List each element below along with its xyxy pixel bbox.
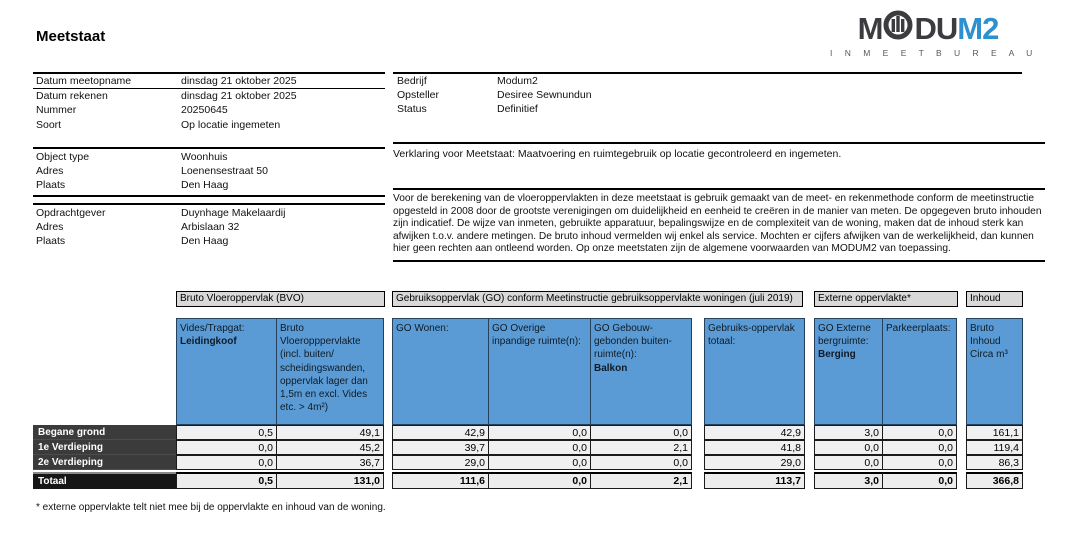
column-header-line: GO Overige inpandige ruimte(n):: [492, 323, 581, 348]
data-row: [704, 455, 805, 470]
meta-row: [33, 164, 385, 178]
data-row: [704, 440, 805, 455]
value-cell-extern-0: 0,0: [814, 455, 883, 470]
total-row-label: Totaal: [33, 472, 176, 489]
column-header-extern-0: [814, 318, 883, 425]
logo-subtitle: I N M E E T B U R E A U: [830, 48, 1038, 58]
column-header-line: GO Gebouw-gebonden buiten-ruimte(n):: [594, 323, 672, 361]
meta-value: Den Haag: [181, 179, 229, 192]
total-cell-extern-1: 0,0: [882, 472, 957, 489]
value-cell-inhoud-0: 86,3: [966, 455, 1023, 470]
table-group-bvo: [176, 318, 384, 489]
meta-value: Op locatie ingemeten: [181, 118, 281, 131]
logo-letters-m2: M2: [957, 11, 999, 46]
meta-row: [393, 88, 1022, 102]
meta-value: Loenensestraat 50: [181, 165, 268, 178]
total-row: [704, 472, 805, 489]
data-row: [704, 425, 805, 440]
meta-row: [33, 178, 385, 192]
meta-row: [33, 220, 385, 234]
value-cell-go-0: 39,7: [392, 440, 489, 455]
meta-value: Duynhage Makelaardij: [181, 207, 286, 220]
meta-value: Modum2: [497, 75, 538, 88]
logo-letters-du: DU: [914, 11, 958, 46]
value-cell-go-totaal-0: 42,9: [704, 425, 805, 440]
data-row: [392, 455, 692, 470]
value-cell-extern-1: 0,0: [882, 455, 957, 470]
meta-value: Den Haag: [181, 235, 229, 248]
data-row: [176, 440, 384, 455]
value-cell-go-0: 29,0: [392, 455, 489, 470]
meta-label: Plaats: [36, 179, 66, 192]
data-row: [176, 455, 384, 470]
meta-label: Datum rekenen: [36, 90, 108, 103]
column-header-go-2: [590, 318, 692, 425]
section-header-go: Gebruiksoppervlak (GO) conform Meetinstructie gebruiksoppervlakte woningen (juli 2019): [392, 291, 803, 307]
section-header-extern: Externe oppervlakte*: [814, 291, 958, 307]
meta-label: Nummer: [36, 104, 77, 117]
value-cell-go-0: 42,9: [392, 425, 489, 440]
logo-letter-m: M: [857, 11, 883, 46]
value-cell-extern-0: 3,0: [814, 425, 883, 440]
value-cell-bvo-0: 0,0: [176, 455, 277, 470]
meta-value: Desiree Sewnundun: [497, 89, 592, 102]
data-row: [814, 455, 957, 470]
meta-value: 20250645: [181, 104, 228, 117]
column-header-line: Gebruiks-oppervlak totaal:: [708, 323, 795, 348]
meta-label: Plaats: [36, 235, 66, 248]
total-cell-go-2: 2,1: [590, 472, 692, 489]
total-cell-go-0: 111,6: [392, 472, 489, 489]
logo-wordmark: [830, 10, 1026, 48]
meta-label: Soort: [36, 118, 62, 131]
meta-value: Arbislaan 32: [181, 221, 240, 234]
value-cell-extern-1: 0,0: [882, 440, 957, 455]
meta-right-table: [393, 74, 1022, 117]
modum2-logo: [830, 10, 1038, 58]
value-cell-bvo-0: 0,0: [176, 440, 277, 455]
total-cell-go-1: 0,0: [488, 472, 591, 489]
column-header-extern-1: [882, 318, 957, 425]
column-header-line: Parkeerplaats:: [886, 323, 951, 334]
meta-label: Bedrijf: [397, 75, 427, 88]
row-label: 1e Verdieping: [33, 440, 176, 455]
column-header-line: Vides/Trapgat:: [180, 323, 245, 334]
value-cell-extern-1: 0,0: [882, 425, 957, 440]
object-block: [33, 147, 385, 197]
meta-value: Definitief: [497, 103, 538, 116]
total-cell-go-totaal-0: 113,7: [704, 472, 805, 489]
total-cell-extern-0: 3,0: [814, 472, 883, 489]
table-row-label-column: [33, 425, 176, 489]
meta-label: Status: [397, 103, 427, 116]
header-row-inhoud: [966, 318, 1023, 425]
total-cell-bvo-0: 0,5: [176, 472, 277, 489]
building-in-circle-icon: [883, 10, 913, 48]
meta-label: Adres: [36, 165, 64, 178]
meta-row: [33, 206, 385, 220]
section-header-inhoud: Inhoud: [966, 291, 1023, 307]
value-cell-bvo-1: 45,2: [276, 440, 384, 455]
header-row-extern: [814, 318, 957, 425]
column-header-line: GO Externe bergruimte:: [818, 323, 871, 348]
meta-value: dinsdag 21 oktober 2025: [181, 75, 297, 88]
meta-row: [393, 102, 1022, 116]
data-row: [392, 440, 692, 455]
data-row: [966, 425, 1023, 440]
column-header-bvo-0: [176, 318, 277, 425]
value-cell-inhoud-0: 119,4: [966, 440, 1023, 455]
table-group-go: [392, 318, 692, 489]
row-label: Begane grond: [33, 425, 176, 440]
meta-row: [33, 118, 385, 132]
total-row: [392, 472, 692, 489]
table-group-go-totaal: [704, 318, 805, 489]
total-row: [814, 472, 957, 489]
statement-text: Verklaring voor Meetstaat: Maatvoering en ruimtegebruik op locatie gecontroleerd en ingemeten.: [393, 142, 1045, 160]
meta-label: Opsteller: [397, 89, 440, 102]
client-block: [33, 203, 385, 250]
value-cell-go-1: 0,0: [488, 425, 591, 440]
disclaimer-text: Voor de berekening van de vloeroppervlakten in deze meetstaat is gebruik gemaakt van de meet- en rekenmethode conform de meetinstructie opgesteld in 2008 door de grootste verenigingen om duidelijkheid en eenheid te creëren in de manier van meten. De opgegeven bruto inhouden zijn indicatief. De wijze van inmeten, gebruikte apparatuur, bepalingswijze en de complexiteit van de woning, maken dat de inhoud sterk kan afwijken t.o.v. andere metingen. De bruto inhoud vermelden wij enkel als service. Mochten er cijfers afwijken van de werkelijkheid, dan kunnen hier geen rechten aan ontleend worden. Op onze meetstaten zijn de algemene voorwaarden van MODUM2 van toepassing.: [393, 188, 1045, 262]
row-label: 2e Verdieping: [33, 455, 176, 470]
column-header-line: Bruto Inhoud Circa m³: [970, 323, 1008, 361]
meta-value: Woonhuis: [181, 151, 228, 164]
header-row-go-totaal: [704, 318, 805, 425]
column-header-bvo-1: [276, 318, 384, 425]
meta-label: Datum meetopname: [36, 75, 132, 88]
meta-value: dinsdag 21 oktober 2025: [181, 90, 297, 103]
header-row-bvo: [176, 318, 384, 425]
meta-label: Opdrachtgever: [36, 207, 106, 220]
value-cell-inhoud-0: 161,1: [966, 425, 1023, 440]
total-row: [966, 472, 1023, 489]
data-row: [392, 425, 692, 440]
column-header-line: GO Wonen:: [396, 323, 449, 334]
value-cell-go-1: 0,0: [488, 440, 591, 455]
value-cell-go-totaal-0: 29,0: [704, 455, 805, 470]
meta-row: [33, 234, 385, 248]
column-header-go-1: [488, 318, 591, 425]
header-row-go: [392, 318, 692, 425]
value-cell-bvo-0: 0,5: [176, 425, 277, 440]
column-header-line: Bruto Vloeropppervlakte (incl. buiten/ scheidingswanden, oppervlak lager dan 1,5m en excl. Vides etc. > 4m²): [280, 323, 368, 414]
column-header-line: Berging: [818, 349, 856, 361]
value-cell-go-2: 2,1: [590, 440, 692, 455]
data-row: [176, 425, 384, 440]
meta-row: [33, 150, 385, 164]
value-cell-go-2: 0,0: [590, 455, 692, 470]
meta-row: [393, 74, 1022, 88]
page-title: Meetstaat: [36, 28, 106, 45]
value-cell-extern-0: 0,0: [814, 440, 883, 455]
total-cell-inhoud-0: 366,8: [966, 472, 1023, 489]
column-header-go-0: [392, 318, 489, 425]
meta-row: [33, 74, 385, 89]
data-row: [814, 425, 957, 440]
meta-label: Object type: [36, 151, 90, 164]
value-cell-bvo-1: 49,1: [276, 425, 384, 440]
total-row: [176, 472, 384, 489]
total-cell-bvo-1: 131,0: [276, 472, 384, 489]
column-header-go-totaal-0: [704, 318, 805, 425]
value-cell-bvo-1: 36,7: [276, 455, 384, 470]
column-header-inhoud-0: [966, 318, 1023, 425]
meta-left-table: [33, 74, 385, 132]
meta-label: Adres: [36, 221, 64, 234]
section-header-bvo: Bruto Vloeroppervlak (BVO): [176, 291, 385, 307]
footnote: * externe oppervlakte telt niet mee bij de oppervlakte en inhoud van de woning.: [36, 502, 386, 513]
value-cell-go-1: 0,0: [488, 455, 591, 470]
value-cell-go-2: 0,0: [590, 425, 692, 440]
data-row: [814, 440, 957, 455]
table-group-extern: [814, 318, 957, 489]
column-header-line: Balkon: [594, 362, 628, 374]
column-header-line: Leidingkoof: [180, 336, 237, 348]
data-row: [966, 455, 1023, 470]
value-cell-go-totaal-0: 41,8: [704, 440, 805, 455]
meta-row: [33, 89, 385, 103]
meta-row: [33, 103, 385, 117]
data-row: [966, 440, 1023, 455]
table-group-inhoud: [966, 318, 1023, 489]
